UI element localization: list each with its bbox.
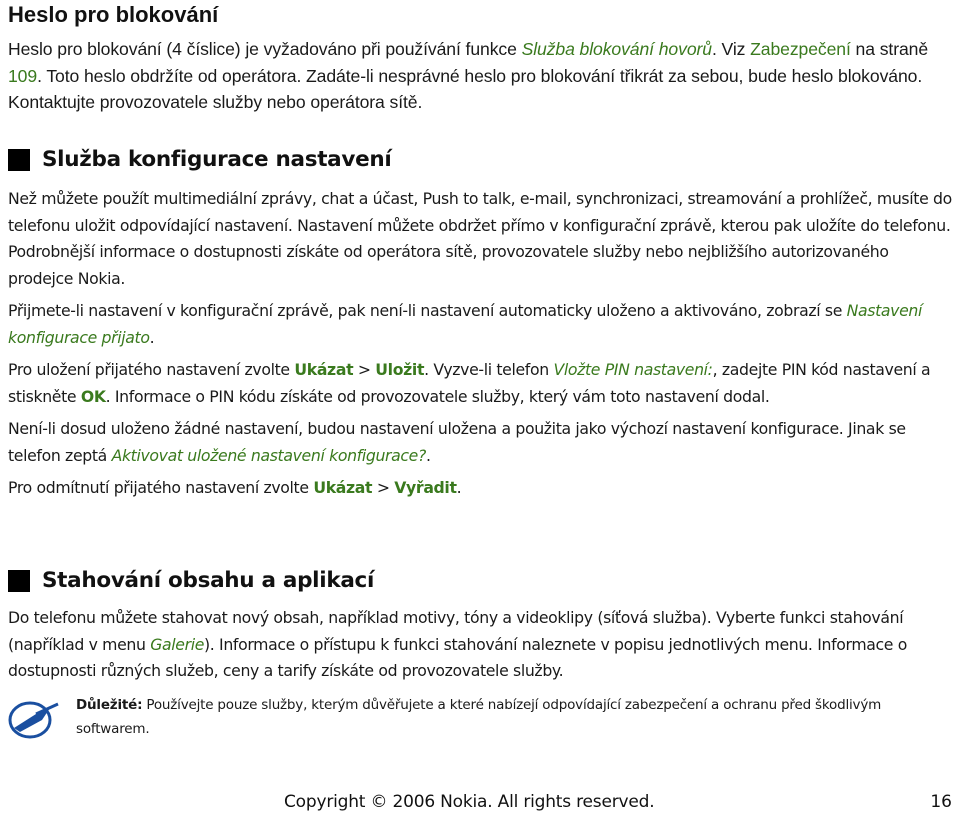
paragraph bbox=[8, 605, 958, 685]
section-title: Služba konfigurace nastavení bbox=[42, 147, 392, 172]
message-text: Nastavení konfigurace přijato bbox=[8, 301, 923, 347]
text: . Vyzve-li telefon bbox=[424, 360, 554, 379]
text: . Informace o PIN kódu získáte od provozovatele služby, který vám toto nastavení dodal. bbox=[105, 386, 770, 406]
text: ). Informace o přístupu k funkci stahování naleznete v popisu jednotlivých menu. Informace o dostupnosti různých služeb, ceny a tarify získáte od provozovatele služby. bbox=[8, 634, 907, 680]
paragraph bbox=[8, 357, 958, 410]
paragraph bbox=[8, 416, 958, 469]
message-text: Aktivovat uložené nastavení konfigurace? bbox=[111, 445, 426, 465]
square-bullet-icon bbox=[8, 149, 30, 171]
text: . Toto heslo obdržíte od operátora. Zadáte-li nesprávné heslo pro blokování třikrát za sebou, bude heslo blokováno. Kontaktujte provozovatele služby nebo operátora sítě. bbox=[8, 65, 923, 112]
softkey-discard: Vyřadit bbox=[394, 478, 457, 497]
important-note bbox=[76, 693, 946, 741]
text: . bbox=[149, 327, 155, 347]
text: . bbox=[456, 478, 462, 497]
paragraph: Než můžete použít multimediální zprávy, chat a účast, Push to talk, e-mail, synchronizaci, streamování a prohlížeč, musíte do telefonu uložit odpovídající nastavení. Nastavení můžete obdržet přímo v konfigurační zprávě, kterou pak uložíte do telefonu. Podrobnější informace o dostupnosti získáte od operátora sítě, provozovatele služby nebo nejbližšího autorizovaného prodejce Nokia. bbox=[8, 189, 952, 288]
softkey-show: Ukázat bbox=[294, 360, 354, 379]
text: > bbox=[372, 478, 395, 497]
square-bullet-icon bbox=[8, 570, 30, 592]
text: Pro uložení přijatého nastavení zvolte bbox=[8, 360, 295, 379]
text: . bbox=[425, 445, 431, 465]
intro-paragraph bbox=[8, 36, 953, 116]
link-call-barring-service[interactable]: Služba blokování hovorů bbox=[521, 39, 712, 59]
text: > bbox=[353, 360, 376, 379]
paragraph bbox=[8, 298, 958, 351]
text: Pro odmítnutí přijatého nastavení zvolte bbox=[8, 478, 314, 497]
softkey-save: Uložit bbox=[375, 360, 425, 379]
text: . Viz bbox=[711, 39, 751, 59]
text: , zadejte PIN kód nastavení a stiskněte bbox=[8, 360, 931, 406]
softkey-ok: OK bbox=[80, 386, 106, 406]
text: Heslo pro blokování (4 číslice) je vyžadováno při používání funkce bbox=[8, 39, 522, 59]
page-number: 16 bbox=[930, 792, 952, 812]
link-gallery[interactable]: Galerie bbox=[150, 634, 205, 654]
section-heading-downloads bbox=[8, 568, 374, 593]
note-text: Používejte pouze služby, kterým důvěřujete a které nabízejí odpovídající zabezpečení a ochranu před škodlivým softwarem. bbox=[76, 697, 882, 737]
page-heading: Heslo pro blokování bbox=[8, 2, 219, 27]
copyright-footer: Copyright © 2006 Nokia. All rights reserved. bbox=[284, 792, 655, 812]
section-downloads-body bbox=[8, 605, 958, 685]
link-security[interactable]: Zabezpečení bbox=[750, 39, 851, 59]
paragraph bbox=[8, 475, 958, 502]
text: Není-li dosud uloženo žádné nastavení, budou nastavení uložena a použita jako výchozí nastavení konfigurace. Jinak se telefon zeptá bbox=[8, 419, 906, 465]
text: Přijmete-li nastavení v konfigurační zprávě, pak není-li nastavení automaticky uloženo a aktivováno, zobrazí se bbox=[8, 301, 847, 320]
important-note-icon bbox=[6, 700, 60, 740]
text: Do telefonu můžete stahovat nový obsah, například motivy, tóny a videoklipy (síťová služba). Vyberte funkci stahování (například v menu bbox=[8, 608, 904, 654]
link-page-number[interactable]: 109 bbox=[8, 65, 38, 86]
message-text: Vložte PIN nastavení: bbox=[553, 360, 713, 379]
softkey-show: Ukázat bbox=[313, 478, 373, 497]
text: na straně bbox=[850, 39, 929, 59]
section-config-body bbox=[8, 186, 958, 502]
note-label: Důležité: bbox=[76, 697, 143, 713]
section-title: Stahování obsahu a aplikací bbox=[42, 568, 375, 593]
section-heading-config bbox=[8, 147, 391, 172]
